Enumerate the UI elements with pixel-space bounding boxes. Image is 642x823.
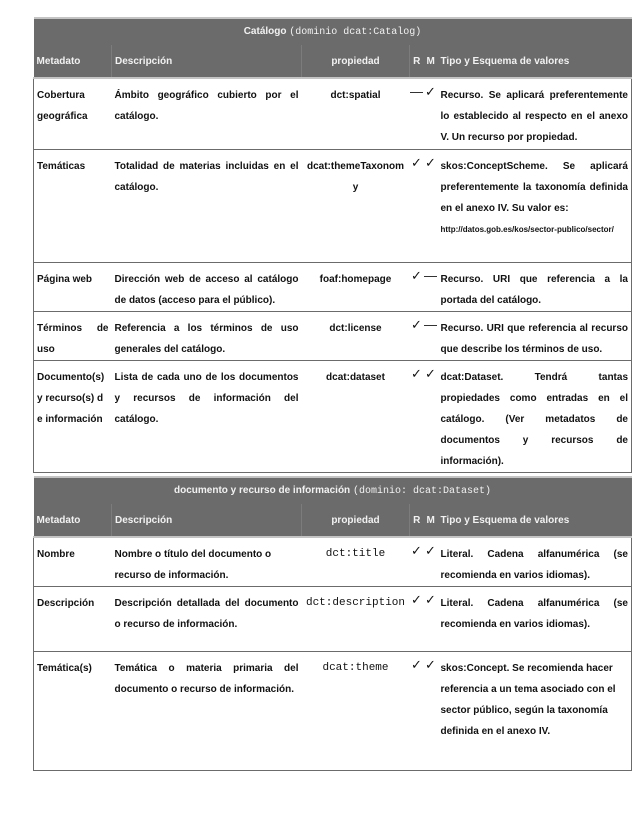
- cell-tipo: Recurso. URI que referencia al recurso que describe los términos de uso.: [438, 311, 632, 360]
- taxonomy-url: http://datos.gob.es/kos/sector-publico/sector/: [440, 224, 614, 234]
- table-row: [34, 311, 632, 360]
- cell-metadato: Página web: [34, 262, 112, 311]
- check-icon: ✓: [410, 262, 424, 311]
- cell-metadato: Descripción: [34, 587, 112, 652]
- cell-tipo: dcat:Dataset. Tendrá tantas propiedades como entradas en el catálogo. (Ver metadatos de documentos y recursos de información).: [438, 360, 632, 472]
- check-icon: ✓: [410, 537, 424, 587]
- header-descripcion: Descripción: [112, 45, 302, 78]
- catalog-metadata-table: [33, 17, 632, 473]
- check-icon: ✓: [424, 360, 438, 472]
- table-title: documento y recurso de información (dominio: dcat:Dataset): [34, 477, 632, 504]
- table-title-row: [34, 477, 632, 504]
- dash-icon: —: [424, 311, 438, 360]
- cell-metadato: Temática(s): [34, 652, 112, 771]
- header-descripcion: Descripción: [112, 504, 302, 537]
- cell-descripcion: Nombre o título del documento o recurso de información.: [112, 537, 302, 587]
- check-icon: ✓: [410, 587, 424, 652]
- header-r: R: [410, 45, 424, 78]
- check-icon: ✓: [424, 652, 438, 771]
- header-tipo: Tipo y Esquema de valores: [438, 504, 632, 537]
- table-row: [34, 360, 632, 472]
- table-row: [34, 149, 632, 262]
- cell-metadato: Términos de uso: [34, 311, 112, 360]
- table-header-row: [34, 504, 632, 537]
- check-icon: ✓: [424, 78, 438, 149]
- table-row: [34, 652, 632, 771]
- cell-tipo: skos:Concept. Se recomienda hacer referencia a un tema asociado con el sector público, según la taxonomía definida en el anexo IV.: [438, 652, 632, 771]
- cell-propiedad: dct:spatial: [302, 78, 410, 149]
- dataset-metadata-table: [33, 476, 632, 771]
- check-icon: ✓: [410, 149, 424, 262]
- dash-icon: —: [410, 78, 424, 149]
- table-row: [34, 587, 632, 652]
- check-icon: ✓: [410, 311, 424, 360]
- table-row: [34, 262, 632, 311]
- check-icon: ✓: [410, 360, 424, 472]
- cell-propiedad: dct:title: [302, 537, 410, 587]
- cell-descripcion: Lista de cada uno de los documentos y recursos de información del catálogo.: [112, 360, 302, 472]
- cell-propiedad: dcat:dataset: [302, 360, 410, 472]
- cell-tipo: Recurso. Se aplicará preferentemente lo establecido al respecto en el anexo V. Un recurso por propiedad.: [438, 78, 632, 149]
- check-icon: ✓: [424, 149, 438, 262]
- cell-descripcion: Totalidad de materias incluidas en el catálogo.: [112, 149, 302, 262]
- header-m: M: [424, 504, 438, 537]
- header-r: R: [410, 504, 424, 537]
- cell-tipo: Literal. Cadena alfanumérica (se recomienda en varios idiomas).: [438, 537, 632, 587]
- cell-tipo: Recurso. URI que referencia a la portada del catálogo.: [438, 262, 632, 311]
- cell-metadato: Nombre: [34, 537, 112, 587]
- cell-propiedad: dct:license: [302, 311, 410, 360]
- check-icon: ✓: [410, 652, 424, 771]
- cell-propiedad: foaf:homepage: [302, 262, 410, 311]
- cell-tipo: Literal. Cadena alfanumérica (se recomienda en varios idiomas).: [438, 587, 632, 652]
- check-icon: ✓: [424, 537, 438, 587]
- header-propiedad: propiedad: [302, 45, 410, 78]
- header-tipo: Tipo y Esquema de valores: [438, 45, 632, 78]
- cell-tipo: skos:ConceptScheme. Se aplicará preferentemente la taxonomía definida en el anexo IV. Su valor es: http://datos.gob.es/kos/sector-publico/sector/: [438, 149, 632, 262]
- header-m: M: [424, 45, 438, 78]
- cell-propiedad: dct:description: [302, 587, 410, 652]
- header-metadato: Metadato: [34, 45, 112, 78]
- cell-propiedad: dcat:themeTaxonomy: [302, 149, 410, 262]
- cell-descripcion: Dirección web de acceso al catálogo de datos (acceso para el público).: [112, 262, 302, 311]
- header-metadato: Metadato: [34, 504, 112, 537]
- cell-descripcion: Referencia a los términos de uso generales del catálogo.: [112, 311, 302, 360]
- cell-descripcion: Descripción detallada del documento o recurso de información.: [112, 587, 302, 652]
- cell-metadato: Temáticas: [34, 149, 112, 262]
- table-title-row: [34, 18, 632, 45]
- cell-descripcion: Temática o materia primaria del documento o recurso de información.: [112, 652, 302, 771]
- dash-icon: —: [424, 262, 438, 311]
- table-title: Catálogo (dominio dcat:Catalog): [34, 18, 632, 45]
- cell-metadato: Documento(s) y recurso(s) de información: [34, 360, 112, 472]
- cell-metadato: Cobertura geográfica: [34, 78, 112, 149]
- cell-descripcion: Ámbito geográfico cubierto por el catálogo.: [112, 78, 302, 149]
- table-header-row: [34, 45, 632, 78]
- table-row: [34, 78, 632, 149]
- cell-propiedad: dcat:theme: [302, 652, 410, 771]
- table-row: [34, 537, 632, 587]
- check-icon: ✓: [424, 587, 438, 652]
- header-propiedad: propiedad: [302, 504, 410, 537]
